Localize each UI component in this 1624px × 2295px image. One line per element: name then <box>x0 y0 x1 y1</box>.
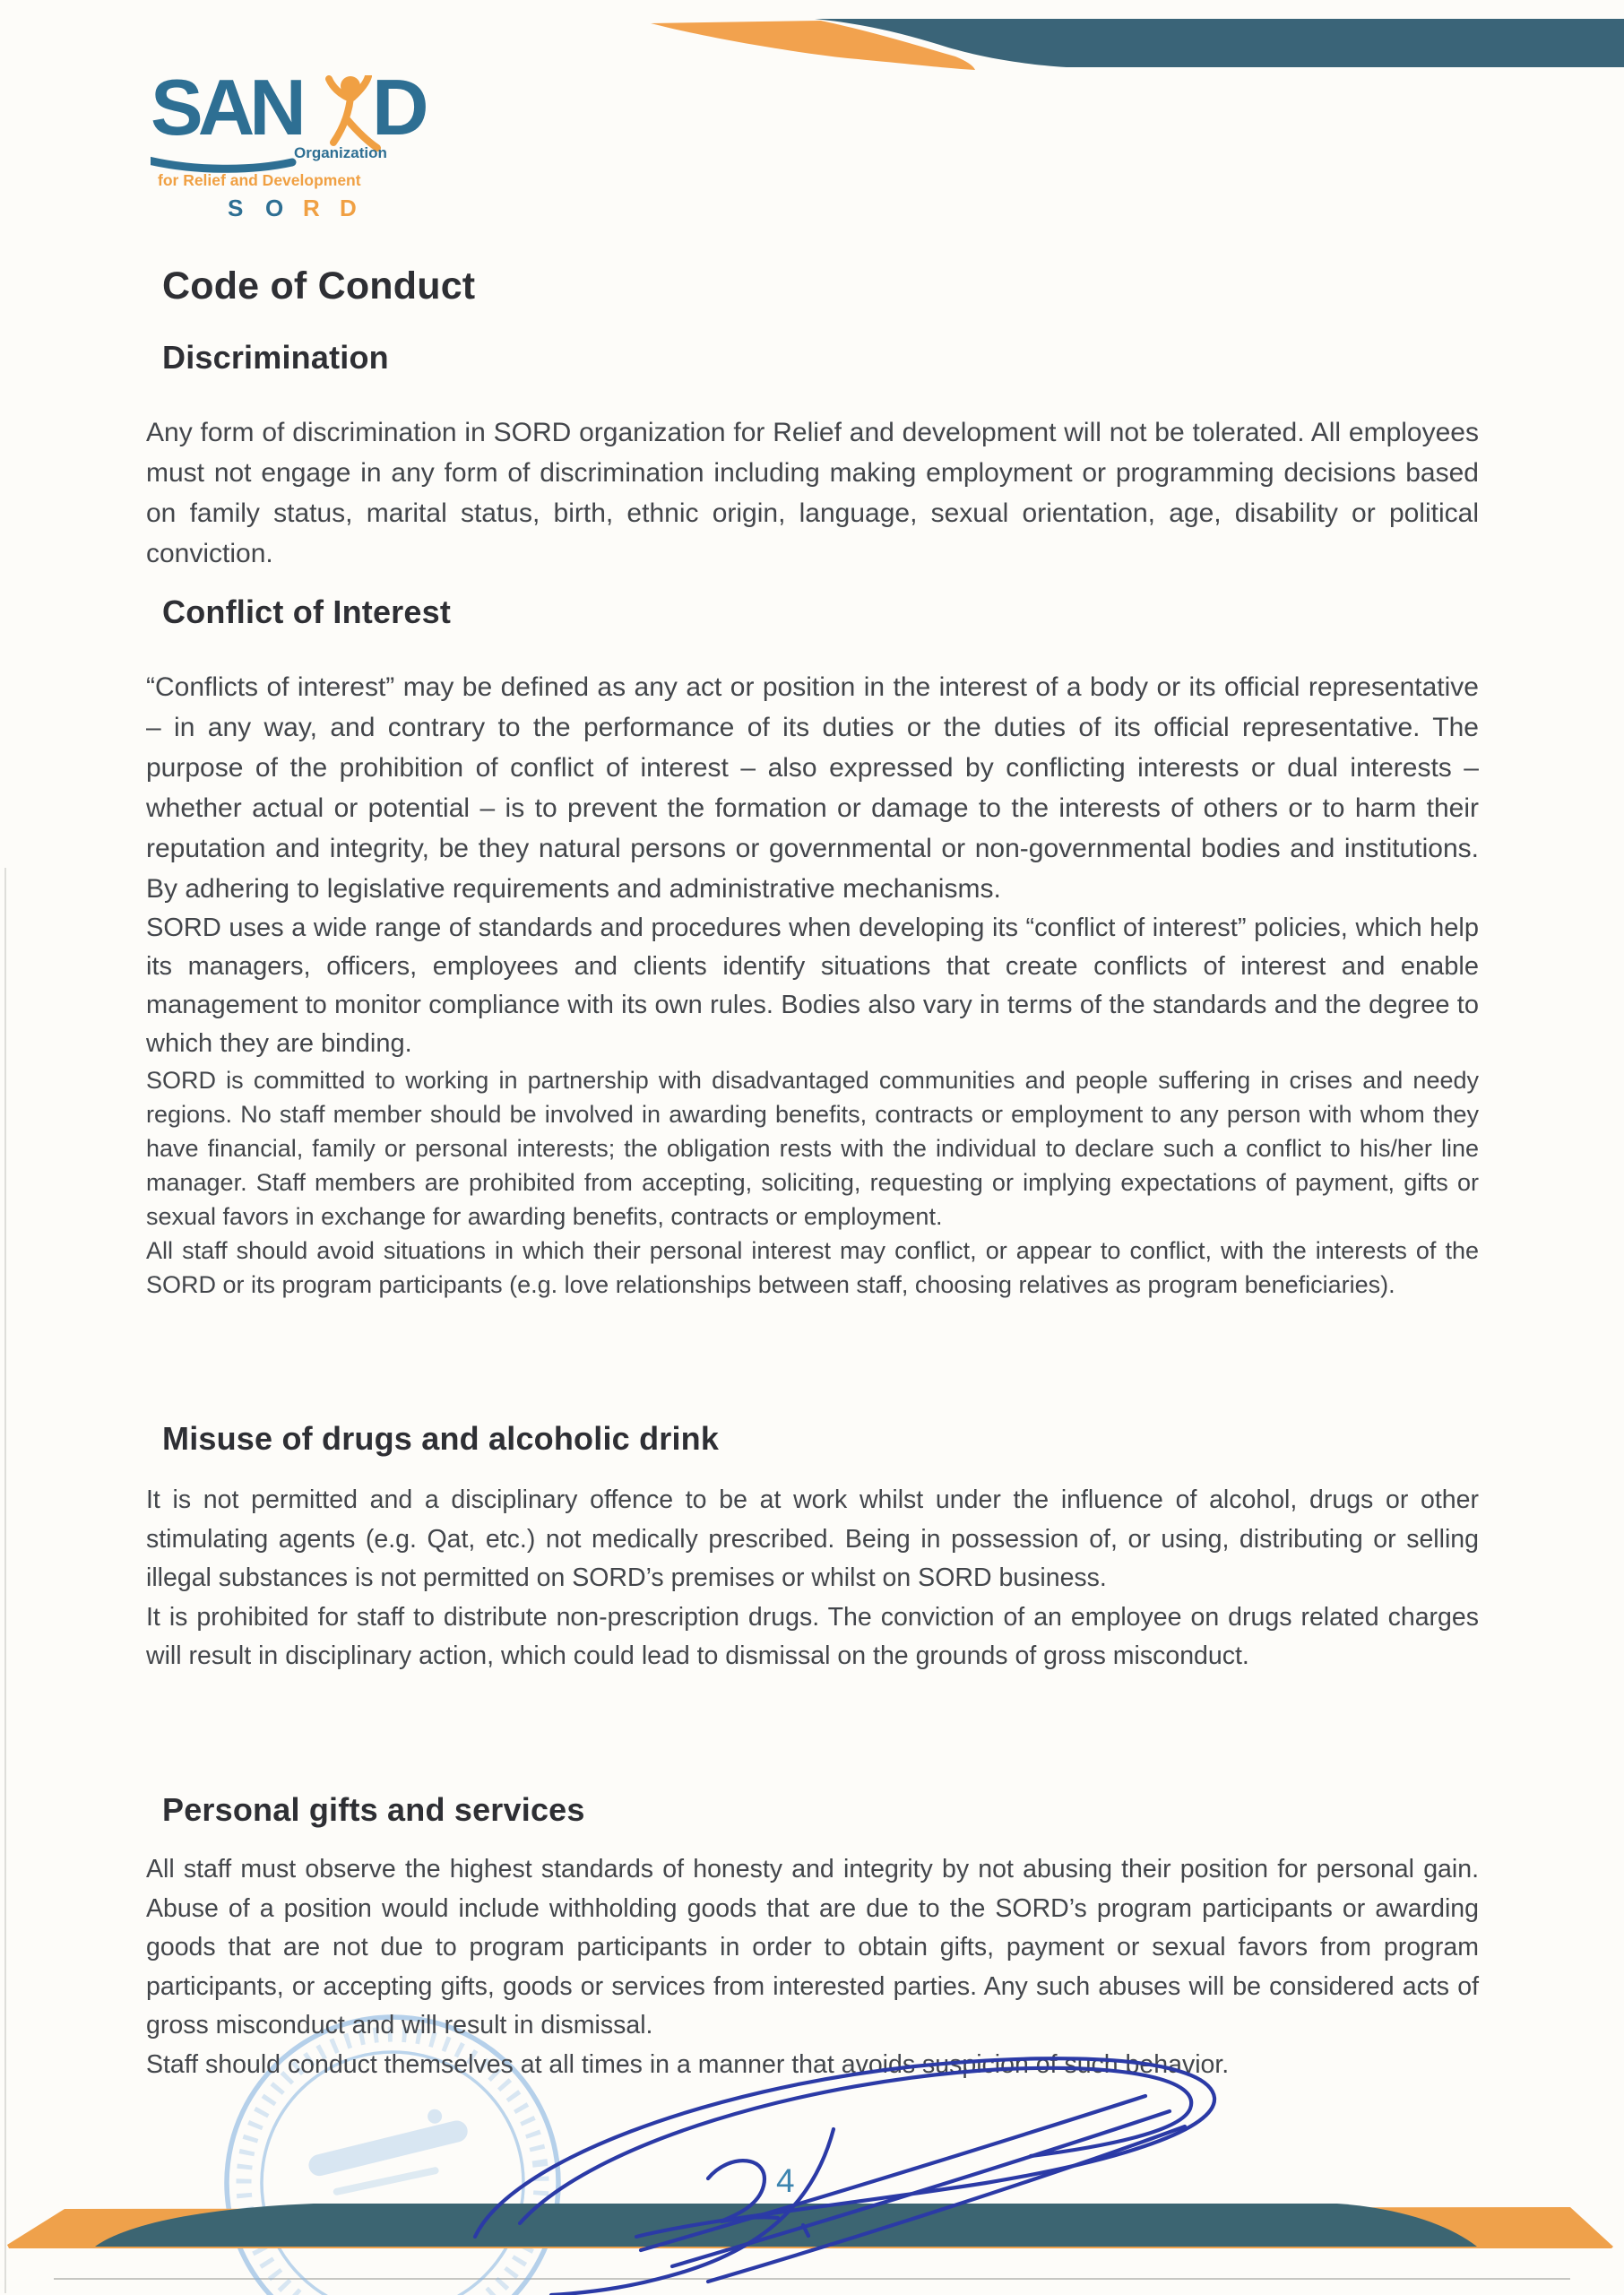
section-body-conflict-of-interest <box>146 667 1479 1302</box>
logo-acronym-letter-o: O <box>265 195 284 221</box>
header-decoration <box>651 7 1624 74</box>
section-heading-personal-gifts: Personal gifts and services <box>162 1791 585 1828</box>
paragraph: It is prohibited for staff to distribute non-prescription drugs. The conviction of an employee on drugs related charges will result in disciplinary action, which could lead to dismissal on the grounds of gross misconduct. <box>146 1602 1479 1670</box>
logo-underline-swoosh <box>151 160 292 169</box>
paragraph: Any form of discrimination in SORD organization for Relief and development will not be tolerated. All employees must not engage in any form of discrimination including making employment or programming decisions based on family status, marital status, birth, ethnic origin, language, sexual orientation, age, disability or political conviction. <box>146 418 1479 568</box>
sord-logo <box>151 75 446 228</box>
paragraph: All staff must observe the highest standards of honesty and integrity by not abusing their position for personal gain. Abuse of a position would include withholding goods that are due to the SORD’s program participants or awarding goods that are not due to program participants in order to obtain gifts, payment or sexual favors from program participants, or accepting gifts, goods or services from interested parties. Any such abuses will be considered acts of gross misconduct and will result in dismissal. <box>146 1855 1479 2040</box>
paragraph: All staff should avoid situations in which their personal interest may conflict, or appear to conflict, with the interests of the SORD or its program participants (e.g. love relationships between staff, choosing relatives as program beneficiaries). <box>146 1237 1479 1298</box>
logo-wordmark-d: D <box>372 75 429 152</box>
logo-acronym-letter-s: S <box>228 195 244 221</box>
logo-tagline: for Relief and Development <box>158 171 361 189</box>
page-title: Code of Conduct <box>162 264 476 307</box>
signature-ink <box>412 2026 1264 2295</box>
logo-acronym-letter-r: R <box>303 195 320 221</box>
page-number: 4 <box>776 2162 795 2199</box>
section-body-discrimination <box>146 412 1479 574</box>
paragraph: SORD is committed to working in partnership with disadvantaged communities and people suffering in crises and needy regions. No staff member should be involved in awarding benefits, contracts or employment to any person with whom they have financial, family or personal interests; the obligation rests with the individual to declare such a conflict to his/her line manager. Staff members are prohibited from accepting, soliciting, requesting or implying expectations of payment, gifts or sexual favors in exchange for awarding benefits, contracts or employment. <box>146 1067 1479 1230</box>
paragraph: “Conflicts of interest” may be defined as any act or position in the interest of a body or its official representative – in any way, and contrary to the performance of its duties or the duties of its official representative. The purpose of the prohibition of conflict of interest – also expressed by conflicting interests or dual interests – whether actual or potential – is to prevent the formation or damage to the interests of others or to harm their reputation and integrity, be they natural persons or governmental or non-governmental bodies and institutions. By adhering to legislative requirements and administrative mechanisms. <box>146 672 1479 904</box>
section-heading-misuse-of-drugs: Misuse of drugs and alcoholic drink <box>162 1420 720 1457</box>
paragraph: SORD uses a wide range of standards and procedures when developing its “conflict of interest” policies, which help its managers, officers, employees and clients identify situations that create conflicts of interest and enable management to monitor compliance with its own rules. Bodies also vary in terms of the standards and the degree to which they are binding. <box>146 914 1479 1058</box>
logo-person-icon <box>329 76 377 148</box>
paragraph: It is not permitted and a disciplinary offence to be at work whilst under the influence of alcohol, drugs or other stimulating agents (e.g. Qat, etc.) not medically prescribed. Being in possession of, or using, distributing or selling illegal substances is not permitted on SORD’s premises or whilst on SORD business. <box>146 1485 1479 1592</box>
section-body-misuse-of-drugs <box>146 1481 1479 1676</box>
logo-wordmark-san: SAN <box>151 75 301 152</box>
scan-artifact-edge <box>4 868 6 2293</box>
section-heading-conflict-of-interest: Conflict of Interest <box>162 593 452 630</box>
logo-organization-label: Organization <box>294 144 387 161</box>
paragraph: Staff should conduct themselves at all times in a manner that avoids suspicion of such behavior. <box>146 2049 1230 2079</box>
section-heading-discrimination: Discrimination <box>162 339 389 376</box>
logo-acronym-letter-d: D <box>340 195 357 221</box>
